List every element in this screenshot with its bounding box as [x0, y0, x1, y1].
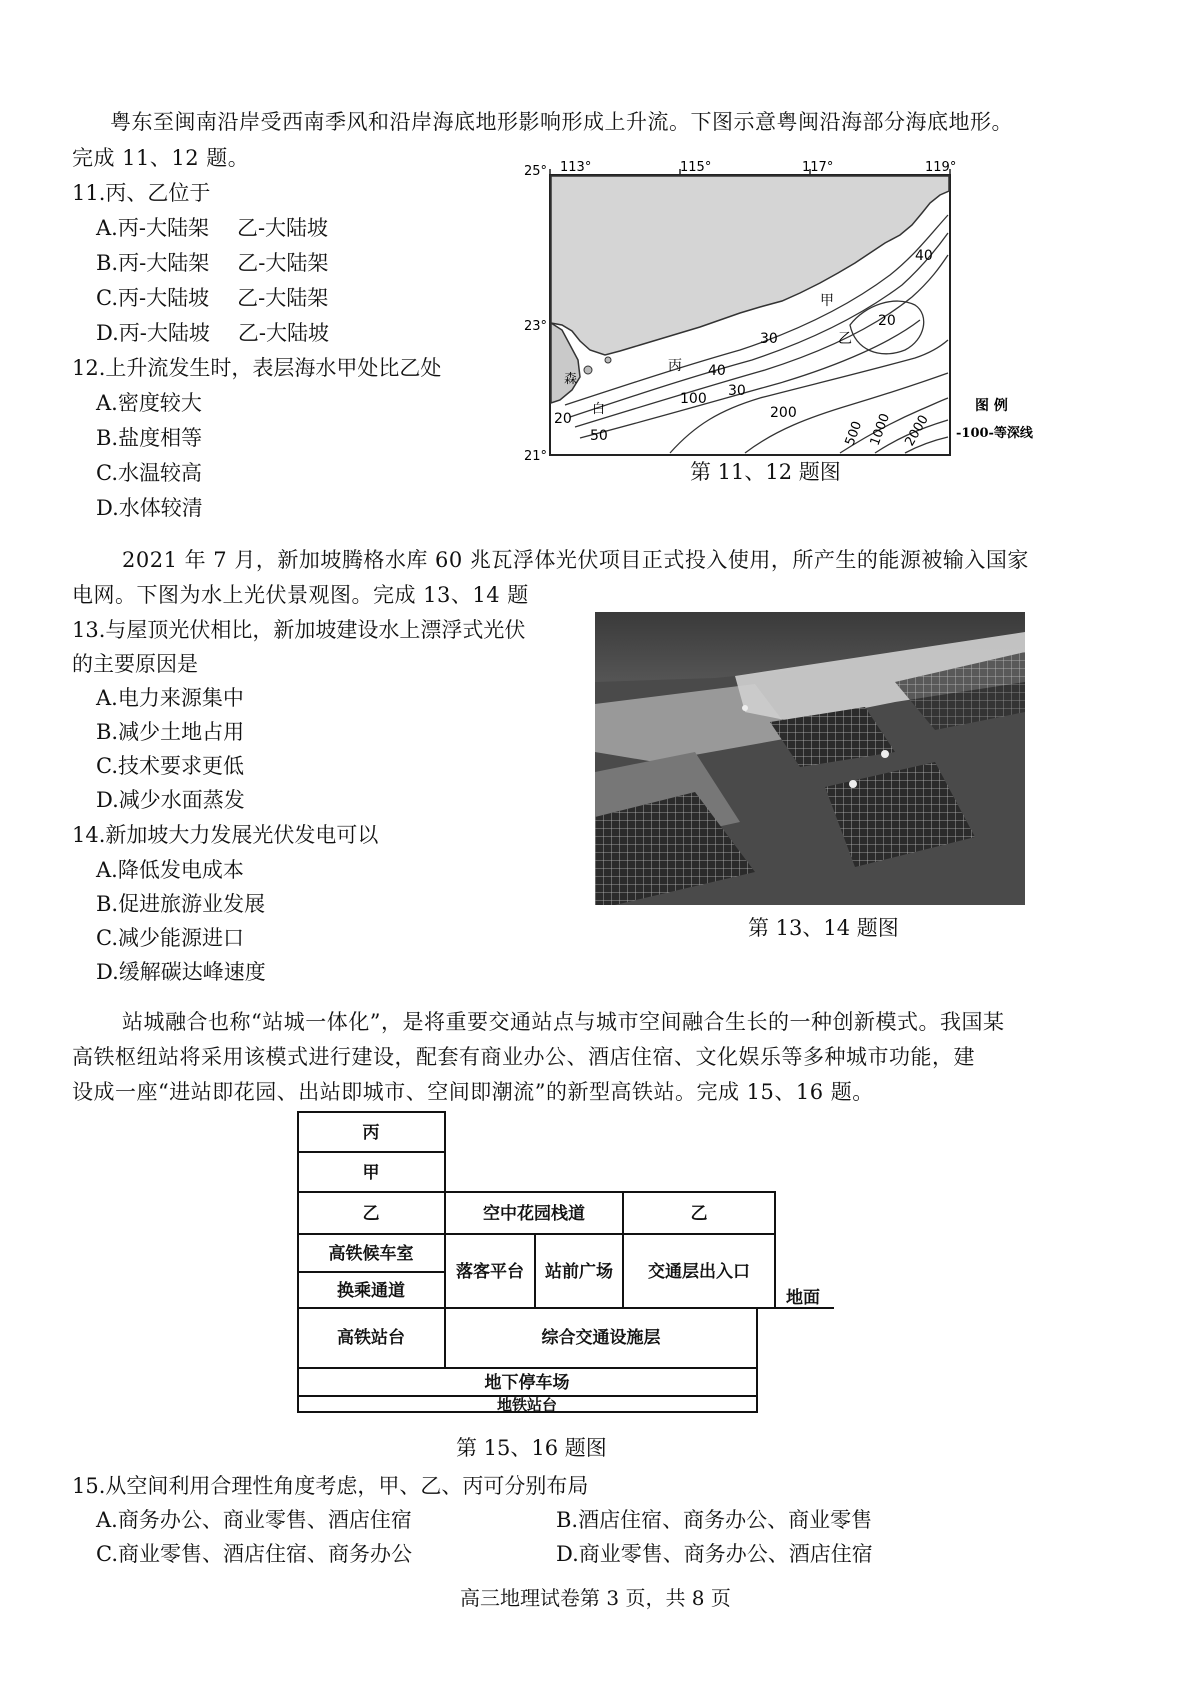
intro3-line1: 站城融合也称“站城一体化”，是将重要交通站点与城市空间融合生长的一种创新模式。我国某 [122, 1010, 1005, 1034]
label-transfer: 换乘通道 [337, 1281, 405, 1301]
q15-option-c: C.商业零售、酒店住宿、商务办公 [96, 1542, 412, 1566]
q11-stem: 11.丙、乙位于 [72, 181, 211, 205]
contour-label-40a: 40 [915, 248, 933, 264]
map-caption: 第 11、12 题图 [690, 460, 841, 484]
label-parking: 地下停车场 [484, 1373, 570, 1393]
lat-label-25: 25° [524, 164, 548, 179]
lon-label-119: 119° [925, 160, 957, 175]
q14-option-d: D.缓解碳达峰速度 [96, 960, 266, 984]
lon-label-117: 117° [802, 160, 834, 175]
q14-stem: 14.新加坡大力发展光伏发电可以 [72, 823, 379, 847]
q13-option-c: C.技术要求更低 [96, 754, 244, 778]
q15-option-d: D.商业零售、商务办公、酒店住宿 [556, 1542, 873, 1566]
contour-label-1000: 1000 [867, 411, 894, 448]
label-dropoff: 落客平台 [456, 1262, 524, 1282]
page-footer: 高三地理试卷第 3 页，共 8 页 [460, 1586, 731, 1610]
place-label-bai: 白 [592, 402, 606, 417]
contour-label-30a: 30 [760, 331, 778, 347]
station-diagram [296, 1110, 836, 1415]
label-jia: 甲 [362, 1163, 380, 1183]
intro3-line3: 设成一座“进站即花园、出站即城市、空间即潮流”的新型高铁站。完成 15、16 题。 [72, 1080, 874, 1104]
q15-stem: 15.从空间利用合理性角度考虑，甲、乙、丙可分别布局 [72, 1474, 589, 1498]
label-platform: 高铁站台 [337, 1328, 405, 1348]
intro1-line2: 完成 11、12 题。 [72, 146, 250, 170]
q15-option-a: A.商务办公、商业零售、酒店住宿 [96, 1508, 412, 1532]
contour-label-50: 50 [590, 428, 608, 444]
contour-label-200: 200 [770, 405, 797, 421]
contour-label-40b: 40 [708, 363, 726, 379]
label-bing: 丙 [362, 1123, 380, 1143]
contour-label-500: 500 [842, 419, 866, 448]
intro1-line1: 粤东至闽南沿岸受西南季风和沿岸海底地形影响形成上升流。下图示意粤闽沿海部分海底地形。 [110, 110, 1013, 134]
place-label-bing: 丙 [668, 358, 682, 374]
q15-option-b: B.酒店住宿、商务办公、商业零售 [556, 1508, 873, 1532]
lon-label-115: 115° [680, 160, 712, 175]
intro2-line1: 2021 年 7 月，新加坡腾格水库 60 兆瓦浮体光伏项目正式投入使用，所产生的能源被输入国家 [122, 548, 1029, 572]
label-yi-right: 乙 [690, 1204, 708, 1224]
q12-option-c: C.水温较高 [96, 461, 202, 485]
q13-option-d: D.减少水面蒸发 [96, 788, 245, 812]
q11-option-c: C.丙-大陆坡 乙-大陆架 [96, 286, 329, 310]
lat-label-21: 21° [524, 449, 548, 464]
q11-option-d: D.丙-大陆坡 乙-大陆坡 [96, 321, 329, 345]
legend-text: -100-等深线 [956, 426, 1033, 441]
intro3-line2: 高铁枢纽站将采用该模式进行建设，配套有商业办公、酒店住宿、文化娱乐等多种城市功能，建 [72, 1045, 975, 1069]
q12-option-a: A.密度较大 [96, 391, 202, 415]
q13-stem-line1: 13.与屋顶光伏相比，新加坡建设水上漂浮式光伏 [72, 618, 526, 642]
label-garden: 空中花园栈道 [483, 1204, 585, 1224]
photo-caption: 第 13、14 题图 [748, 916, 899, 940]
contour-label-30b: 30 [728, 383, 746, 399]
contour-label-2000: 2000 [902, 412, 932, 449]
contour-label-20b: 20 [554, 411, 572, 427]
intro2-line2: 电网。下图为水上光伏景观图。完成 13、14 题 [72, 583, 529, 607]
contour-label-100: 100 [680, 391, 707, 407]
label-entrance: 交通层出入口 [648, 1262, 750, 1282]
lon-label-113: 113° [560, 160, 592, 175]
q11-option-a: A.丙-大陆架 乙-大陆坡 [96, 216, 329, 240]
q14-option-a: A.降低发电成本 [96, 858, 244, 882]
q13-option-b: B.减少土地占用 [96, 720, 245, 744]
q12-stem: 12.上升流发生时，表层海水甲处比乙处 [72, 356, 442, 380]
label-facilities: 综合交通设施层 [541, 1328, 661, 1348]
q13-stem-line2: 的主要原因是 [72, 652, 198, 676]
q11-option-b: B.丙-大陆架 乙-大陆架 [96, 251, 329, 275]
station-caption: 第 15、16 题图 [456, 1436, 607, 1460]
label-ground: 地面 [786, 1288, 820, 1308]
q13-option-a: A.电力来源集中 [96, 686, 244, 710]
lat-label-23: 23° [524, 319, 548, 334]
place-label-jia: 甲 [820, 293, 834, 309]
label-plaza: 站前广场 [545, 1262, 613, 1282]
seafloor-map [520, 155, 1040, 465]
q12-option-b: B.盐度相等 [96, 426, 203, 450]
label-metro: 地铁站台 [496, 1396, 558, 1414]
q14-option-b: B.促进旅游业发展 [96, 892, 266, 916]
label-waiting: 高铁候车室 [328, 1244, 414, 1264]
floating-solar-photo [595, 612, 1025, 905]
contour-label-20a: 20 [878, 313, 896, 329]
label-yi-left: 乙 [362, 1204, 380, 1224]
place-label-sen: 森 [564, 372, 578, 387]
place-label-yi: 乙 [838, 331, 852, 347]
legend-title: 图 例 [975, 398, 1008, 414]
q12-option-d: D.水体较清 [96, 496, 203, 520]
q14-option-c: C.减少能源进口 [96, 926, 244, 950]
